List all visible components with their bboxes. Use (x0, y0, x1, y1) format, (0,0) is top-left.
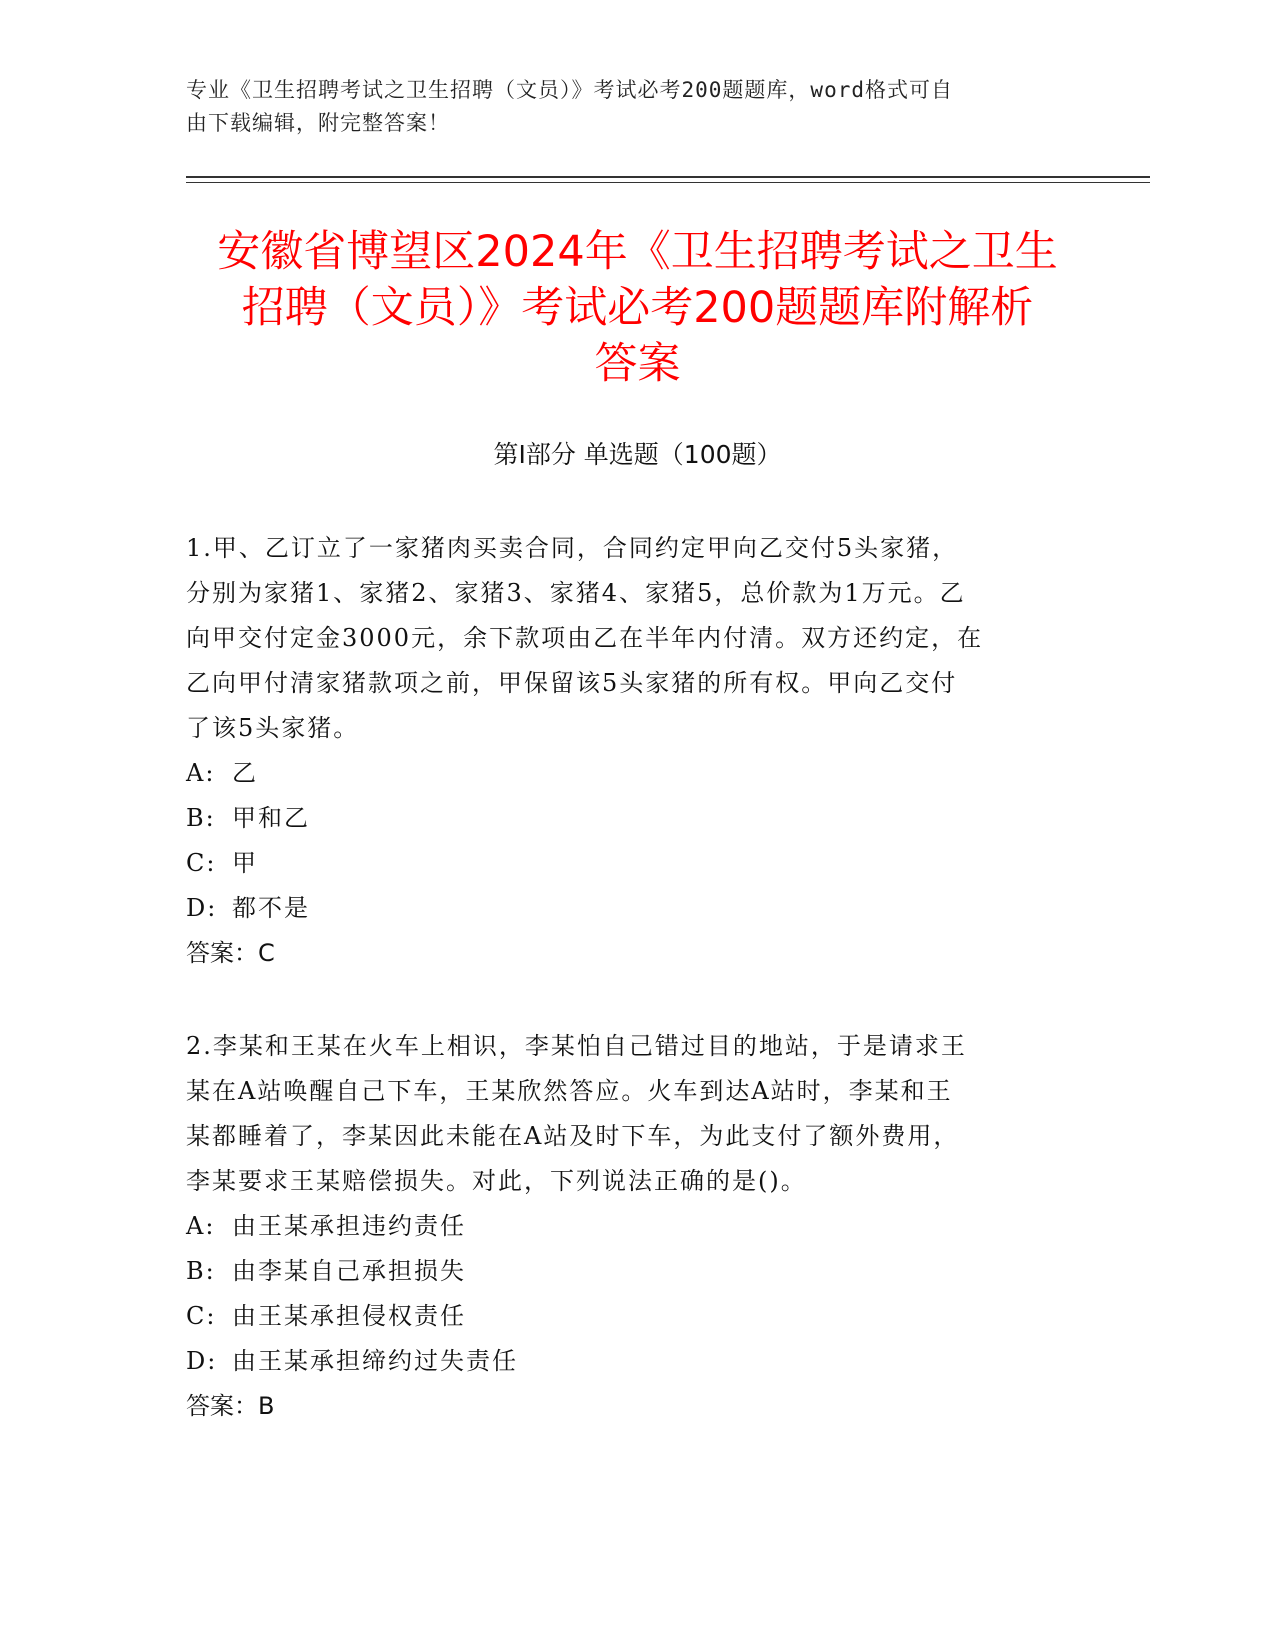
question-stem-line: 了该5头家猪。 (186, 714, 360, 742)
option-a (186, 1204, 1076, 1249)
option-letter: D: (186, 894, 218, 922)
question-stem-line: 某在A站唤醒自己下车，王某欣然答应。火车到达A站时，李某和王 (186, 1077, 953, 1105)
document-title (150, 224, 1125, 392)
question-2 (186, 1024, 1076, 1429)
option-text: 由王某承担缔约过失责任 (232, 1347, 518, 1375)
option-a (186, 751, 1076, 796)
option-text: 由王某承担违约责任 (232, 1212, 466, 1240)
title-line: 安徽省博望区2024年《卫生招聘考试之卫生 (217, 227, 1058, 277)
question-stem-line: 李某要求王某赔偿损失。对此，下列说法正确的是()。 (186, 1167, 807, 1195)
option-text: 甲和乙 (232, 804, 310, 832)
question-stem-line: 1.甲、乙订立了一家猪肉买卖合同，合同约定甲向乙交付5头家猪， (186, 534, 959, 562)
question-stem-line: 分别为家猪1、家猪2、家猪3、家猪4、家猪5，总价款为1万元。乙 (186, 579, 966, 607)
option-letter: B: (186, 804, 216, 832)
option-c (186, 841, 1076, 886)
question-stem-line: 向甲交付定金3000元，余下款项由乙在半年内付清。双方还约定，在 (186, 624, 984, 652)
answer-line: 答案：C (186, 939, 275, 967)
option-b (186, 796, 1076, 841)
section-heading: 第Ⅰ部分 单选题（100题） (493, 440, 782, 469)
option-b (186, 1249, 1076, 1294)
title-line: 答案 (594, 339, 681, 389)
option-letter: D: (186, 1347, 218, 1375)
option-d (186, 1339, 1076, 1384)
answer-line: 答案：B (186, 1392, 275, 1420)
option-text: 由李某自己承担损失 (232, 1257, 466, 1285)
question-1 (186, 526, 1076, 976)
header-note-line: 专业《卫生招聘考试之卫生招聘（文员）》考试必考200题题库，word格式可自 (186, 78, 953, 102)
option-text: 都不是 (232, 894, 310, 922)
option-c (186, 1294, 1076, 1339)
option-text: 甲 (232, 849, 258, 877)
header-divider-thick (186, 176, 1150, 178)
header-divider-thin (186, 182, 1150, 183)
option-text: 乙 (232, 759, 258, 787)
option-letter: B: (186, 1257, 216, 1285)
question-stem-line: 2.李某和王某在火车上相识，李某怕自己错过目的地站，于是请求王 (186, 1032, 967, 1060)
title-line: 招聘（文员）》考试必考200题题库附解析 (241, 283, 1034, 333)
option-letter: A: (186, 759, 216, 787)
option-d (186, 886, 1076, 931)
option-letter: C: (186, 849, 217, 877)
header-note (186, 74, 1066, 140)
option-letter: A: (186, 1212, 216, 1240)
header-note-line: 由下载编辑，附完整答案！ (186, 111, 450, 135)
question-stem-line: 乙向甲付清家猪款项之前，甲保留该5头家猪的所有权。甲向乙交付 (186, 669, 958, 697)
question-stem-line: 某都睡着了，李某因此未能在A站及时下车，为此支付了额外费用， (186, 1122, 960, 1150)
option-letter: C: (186, 1302, 217, 1330)
option-text: 由王某承担侵权责任 (232, 1302, 466, 1330)
